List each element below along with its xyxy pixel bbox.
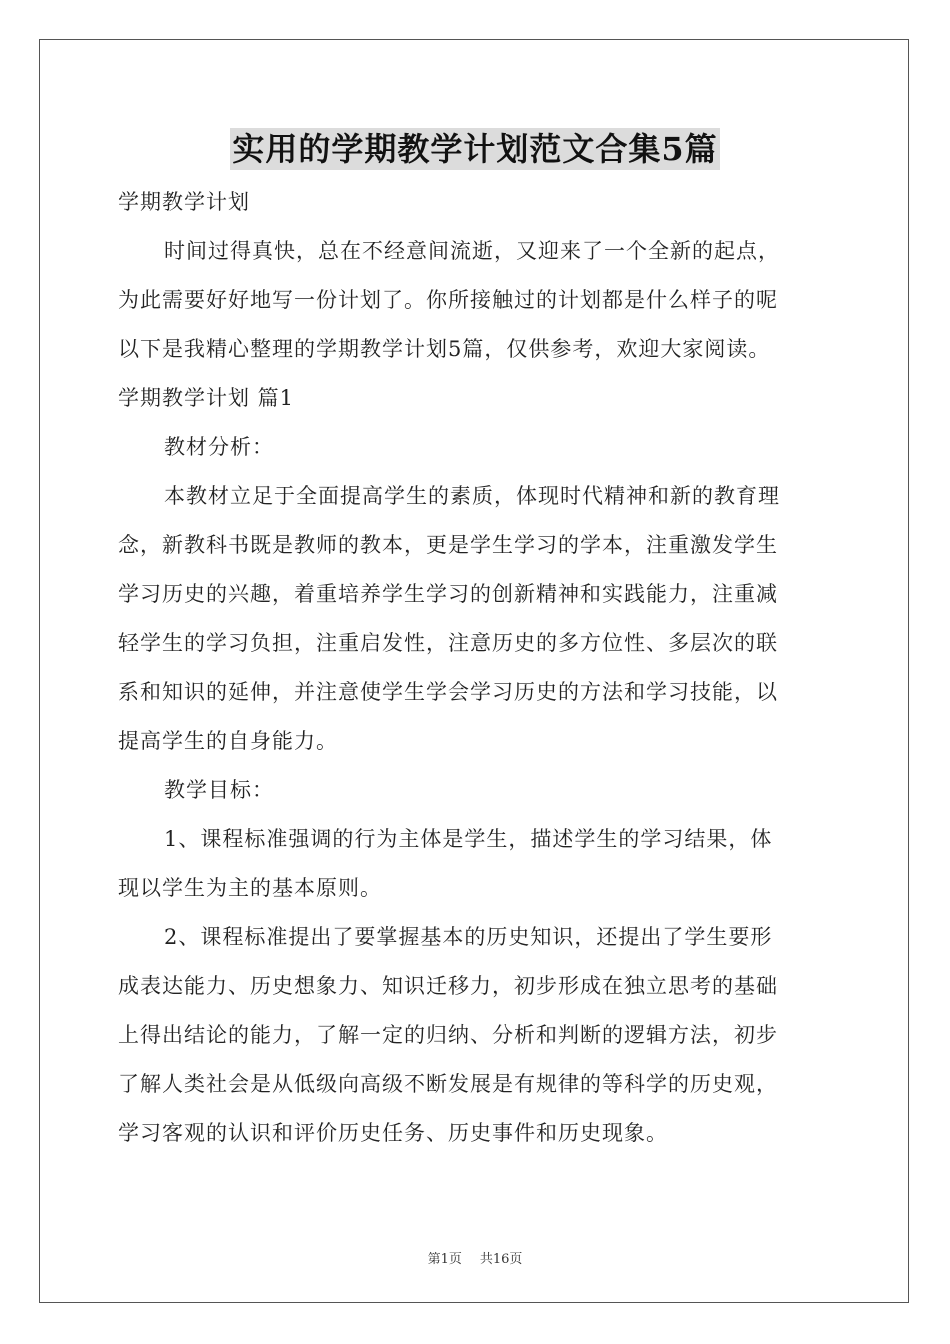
body-line: 为此需要好好地写一份计划了。你所接触过的计划都是什么样子的呢 (118, 288, 778, 312)
body-line: 提高学生的自身能力。 (118, 729, 338, 753)
body-line: 了解人类社会是从低级向高级不断发展是有规律的等科学的历史观， (118, 1072, 778, 1096)
document-title: 实用的学期教学计划范文合集5篇 (232, 130, 718, 168)
body-line: 念，新教科书既是教师的教本，更是学生学习的学本，注重激发学生 (118, 533, 778, 557)
section-heading: 学期教学计划 篇1 (118, 386, 295, 410)
body-line: 学习客观的认识和评价历史任务、历史事件和历史现象。 (118, 1121, 668, 1145)
body-line: 1、课程标准强调的行为主体是学生，描述学生的学习结果，体 (164, 827, 773, 851)
body-line: 上得出结论的能力，了解一定的归纳、分析和判断的逻辑方法，初步 (118, 1023, 778, 1047)
page-number-current: 第1页 (427, 1252, 462, 1267)
body-line: 轻学生的学习负担，注重启发性，注意历史的多方位性、多层次的联 (118, 631, 778, 655)
body-line: 时间过得真快，总在不经意间流逝，又迎来了一个全新的起点， (164, 239, 780, 263)
body-line: 以下是我精心整理的学期教学计划5篇，仅供参考，欢迎大家阅读。 (118, 337, 771, 361)
body-line: 成表达能力、历史想象力、知识迁移力，初步形成在独立思考的基础 (118, 974, 778, 998)
body-line: 现以学生为主的基本原则。 (118, 876, 382, 900)
document-body (118, 178, 834, 1158)
page-footer (0, 1248, 950, 1267)
body-line: 教材分析： (164, 435, 274, 459)
body-line: 学习历史的兴趣，着重培养学生学习的创新精神和实践能力，注重减 (118, 582, 778, 606)
body-line: 系和知识的延伸，并注意使学生学会学习历史的方法和学习技能，以 (118, 680, 778, 704)
body-line: 教学目标： (164, 778, 274, 802)
body-line: 学期教学计划 (118, 190, 250, 214)
page-number-total: 共16页 (479, 1252, 523, 1267)
body-line: 本教材立足于全面提高学生的素质，体现时代精神和新的教育理 (164, 484, 780, 508)
body-line: 2、课程标准提出了要掌握基本的历史知识，还提出了学生要形 (164, 925, 773, 949)
title-container (0, 128, 950, 170)
